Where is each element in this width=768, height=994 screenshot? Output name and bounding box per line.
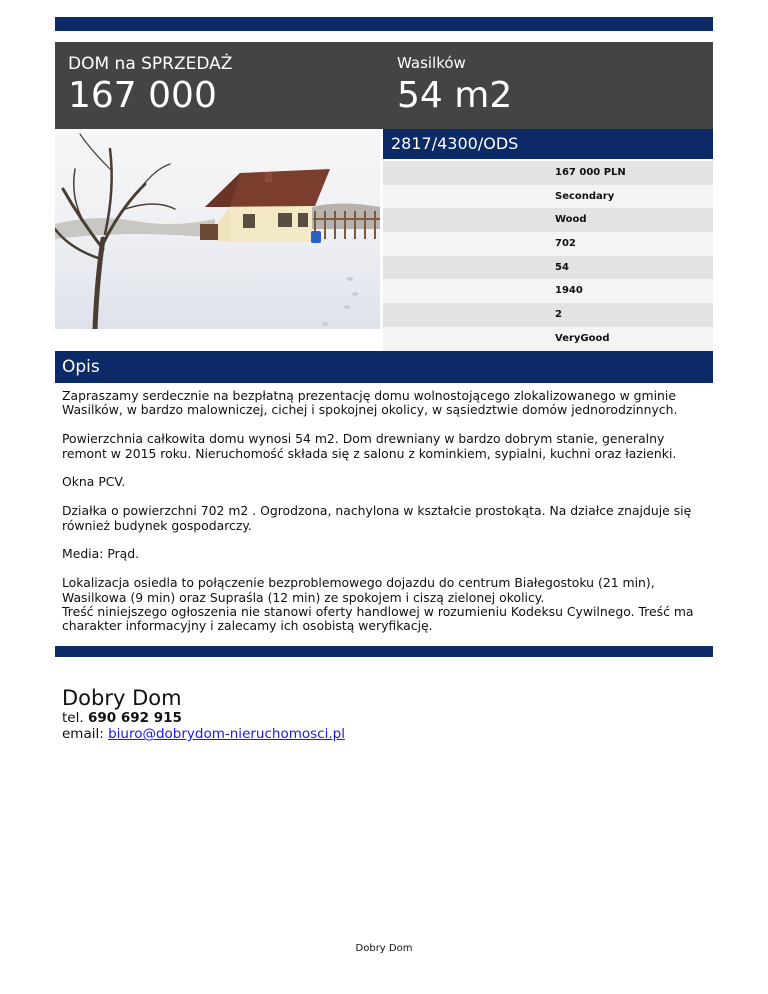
detail-row-rooms: 2 (383, 303, 713, 327)
phone-number: 690 692 915 (87, 710, 182, 726)
detail-row-plot-area: 702 (383, 232, 713, 256)
listing-reference: 2817/4300/ODS (383, 129, 713, 159)
detail-row-year: 1940 (383, 279, 713, 303)
email-label: email: (62, 726, 104, 742)
detail-row-price: 167 000 PLN (383, 161, 713, 185)
page-footer: Dobry Dom (355, 943, 413, 954)
description-paragraph: Okna PCV. (62, 474, 126, 490)
detail-row-condition: VeryGood (383, 327, 713, 351)
phone-label: tel. (62, 710, 84, 726)
description-paragraph: Media: Prąd. (62, 546, 140, 562)
description-paragraph: Powierzchnia całkowita domu wynosi 54 m2. Dom drewniany w bardzo dobrym stanie, generalny remont w 2015 roku. Nieruchomość składa się z salonu z kominkiem, sypialni, kuchni oraz łazienki. (62, 431, 677, 461)
agency-phone-line (62, 710, 345, 726)
detail-row-material: Wood (383, 208, 713, 232)
description-paragraph: Zapraszamy serdecznie na bezpłatną prezentację domu wolnostojącego zlokalizowanego w gminie Wasilków, w bardzo malowniczej, cichej i spokojnej okolicy, w sąsiedztwie domów jednorodzinnych. (62, 388, 678, 418)
listing-header (55, 42, 713, 129)
property-details-table (383, 161, 713, 351)
description-heading: Opis (55, 351, 713, 383)
listing-city: Wasilków (397, 54, 466, 72)
listing-price: 167 000 (68, 75, 217, 116)
top-accent-bar (55, 17, 713, 31)
disclaimer: Treść niniejszego ogłoszenia nie stanowi oferty handlowej w rozumieniu Kodeksu Cywilnego. Treść ma charakter informacyjny i zalecamy ich osobistą weryfikację. (62, 604, 694, 634)
detail-row-market: Secondary (383, 185, 713, 209)
listing-type: DOM na SPRZEDAŻ (68, 54, 233, 74)
agency-name: Dobry Dom (62, 686, 182, 710)
header-left (68, 54, 232, 118)
agency-email-line (62, 726, 345, 742)
agency-contact (62, 686, 345, 742)
header-right (397, 54, 512, 118)
email-link[interactable]: biuro@dobrydom-nieruchomosci.pl (108, 726, 345, 742)
description-body (62, 389, 710, 634)
listing-area: 54 m2 (397, 75, 513, 116)
bottom-accent-bar (55, 646, 713, 657)
description-paragraph: Lokalizacja osiedla to połączenie bezproblemowego dojazdu do centrum Białegostoku (21 min), Wasilkowa (9 min) oraz Supraśla (12 min) ze spokojem i ciszą zielonej okolicy. (62, 575, 655, 605)
description-paragraph: Działka o powierzchni 702 m2 . Ogrodzona, nachylona w kształcie prostokąta. Na działce znajduje się również budynek gospodarczy. (62, 503, 692, 533)
detail-row-area: 54 (383, 256, 713, 280)
property-photo (55, 129, 380, 329)
